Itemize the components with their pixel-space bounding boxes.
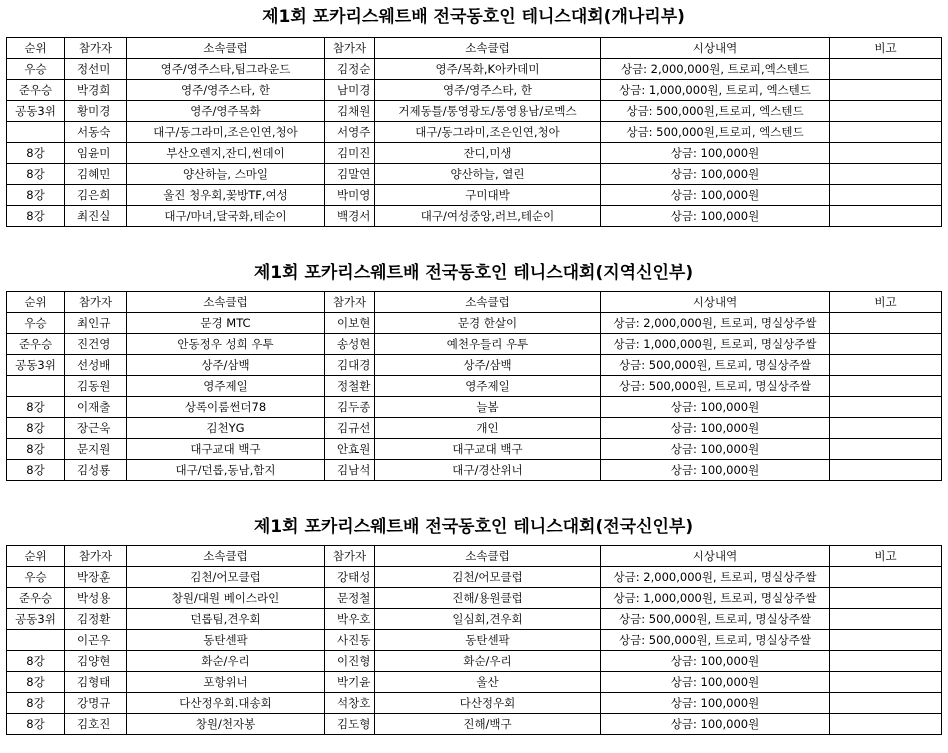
participant-cell: 강명규 — [65, 693, 127, 714]
participant-cell: 정선미 — [65, 59, 127, 80]
table-row — [7, 418, 942, 439]
rank-cell: 우승 — [7, 59, 65, 80]
participant-cell: 김정순 — [325, 59, 375, 80]
rank-cell: 8강 — [7, 651, 65, 672]
club-cell: 대구/여성중앙,러브,테순이 — [375, 206, 601, 227]
award-cell: 상금: 100,000원 — [601, 693, 830, 714]
participant-cell: 김정환 — [65, 609, 127, 630]
club-cell: 대구교대 백구 — [127, 439, 325, 460]
note-cell — [830, 693, 942, 714]
participant-cell: 김대경 — [325, 355, 375, 376]
table-row — [7, 164, 942, 185]
table-row — [7, 439, 942, 460]
participant-cell: 안효원 — [325, 439, 375, 460]
results-section-regional-rookie — [6, 256, 941, 498]
participant-cell: 박우호 — [325, 609, 375, 630]
club-cell: 영주/영주스타, 한 — [127, 80, 325, 101]
rank-cell: 8강 — [7, 439, 65, 460]
note-cell — [830, 460, 942, 481]
club-cell: 대구/동그라미,조은인연,청아 — [127, 122, 325, 143]
club-cell: 늘봄 — [375, 397, 601, 418]
table-row — [7, 122, 942, 143]
club-cell: 울진 청우회,꽃방TF,여성 — [127, 185, 325, 206]
note-cell — [830, 313, 942, 334]
column-header: 참가자 — [325, 546, 375, 567]
note-cell — [830, 376, 942, 397]
club-cell: 던롭팀,견우회 — [127, 609, 325, 630]
note-cell — [830, 334, 942, 355]
club-cell: 대구교대 백구 — [375, 439, 601, 460]
participant-cell: 정철환 — [325, 376, 375, 397]
rank-cell — [7, 376, 65, 397]
club-cell: 양산하늘, 스마일 — [127, 164, 325, 185]
award-cell: 상금: 1,000,000원, 트로피, 엑스텐드 — [601, 80, 830, 101]
column-header: 소속클럽 — [127, 38, 325, 59]
column-header: 참가자 — [325, 38, 375, 59]
section-title: 제1회 포카리스웨트배 전국동호인 테니스대회(개나리부) — [262, 7, 685, 27]
club-cell: 상록이룸썬더78 — [127, 397, 325, 418]
club-cell: 개인 — [375, 418, 601, 439]
award-cell: 상금: 2,000,000원, 트로피, 명실상주쌀 — [601, 313, 830, 334]
table-row — [7, 609, 942, 630]
award-cell: 상금: 500,000원,트로피, 엑스텐드 — [601, 122, 830, 143]
note-cell — [830, 164, 942, 185]
table-header-row — [7, 38, 942, 59]
award-cell: 상금: 500,000원, 트로피, 명실상주쌀 — [601, 376, 830, 397]
column-header: 순위 — [7, 292, 65, 313]
results-table — [6, 291, 942, 481]
participant-cell: 황미경 — [65, 101, 127, 122]
award-cell: 상금: 100,000원 — [601, 651, 830, 672]
club-cell: 상주/삼백 — [127, 355, 325, 376]
rank-cell: 공동3위 — [7, 609, 65, 630]
note-cell — [830, 418, 942, 439]
column-header: 순위 — [7, 38, 65, 59]
club-cell: 문경 한살이 — [375, 313, 601, 334]
column-header: 순위 — [7, 546, 65, 567]
club-cell: 다산정우회.대송회 — [127, 693, 325, 714]
table-row — [7, 334, 942, 355]
column-header: 시상내역 — [601, 38, 830, 59]
column-header: 비고 — [830, 546, 942, 567]
club-cell: 영주/영주스타, 한 — [375, 80, 601, 101]
column-header: 참가자 — [65, 546, 127, 567]
table-row — [7, 567, 942, 588]
table-header-row — [7, 292, 942, 313]
club-cell: 구미대박 — [375, 185, 601, 206]
participant-cell: 서영주 — [325, 122, 375, 143]
participant-cell: 김규선 — [325, 418, 375, 439]
club-cell: 울산 — [375, 672, 601, 693]
award-cell: 상금: 100,000원 — [601, 143, 830, 164]
club-cell: 김천/어모클럽 — [375, 567, 601, 588]
participant-cell: 김남석 — [325, 460, 375, 481]
note-cell — [830, 567, 942, 588]
club-cell: 상주/삼백 — [375, 355, 601, 376]
award-cell: 상금: 1,000,000원, 트로피, 명실상주쌀 — [601, 588, 830, 609]
column-header: 소속클럽 — [375, 292, 601, 313]
rank-cell: 8강 — [7, 397, 65, 418]
award-cell: 상금: 1,000,000원, 트로피, 명실상주쌀 — [601, 334, 830, 355]
participant-cell: 박장훈 — [65, 567, 127, 588]
participant-cell: 선성배 — [65, 355, 127, 376]
club-cell: 진해/용원클럽 — [375, 588, 601, 609]
results-section-national-rookie — [6, 511, 941, 753]
club-cell: 김천YG — [127, 418, 325, 439]
participant-cell: 이보현 — [325, 313, 375, 334]
participant-cell: 박미영 — [325, 185, 375, 206]
club-cell: 문경 MTC — [127, 313, 325, 334]
award-cell: 상금: 100,000원 — [601, 672, 830, 693]
club-cell: 예천우들리 우투 — [375, 334, 601, 355]
participant-cell: 장근욱 — [65, 418, 127, 439]
table-row — [7, 59, 942, 80]
rank-cell: 8강 — [7, 143, 65, 164]
award-cell: 상금: 500,000원, 트로피, 명실상주쌀 — [601, 355, 830, 376]
award-cell: 상금: 100,000원 — [601, 206, 830, 227]
participant-cell: 임윤미 — [65, 143, 127, 164]
award-cell: 상금: 2,000,000원, 트로피,엑스텐드 — [601, 59, 830, 80]
award-cell: 상금: 100,000원 — [601, 164, 830, 185]
award-cell: 상금: 2,000,000원, 트로피, 명실상주쌀 — [601, 567, 830, 588]
club-cell: 다산정우회 — [375, 693, 601, 714]
participant-cell: 박성용 — [65, 588, 127, 609]
club-cell: 거제동틀/통영광도/통영용남/로멕스 — [375, 101, 601, 122]
column-header: 소속클럽 — [375, 38, 601, 59]
results-table — [6, 545, 942, 735]
club-cell: 양산하늘, 열린 — [375, 164, 601, 185]
column-header: 소속클럽 — [375, 546, 601, 567]
participant-cell: 김성룡 — [65, 460, 127, 481]
note-cell — [830, 143, 942, 164]
rank-cell: 8강 — [7, 460, 65, 481]
club-cell: 김천/어모클럽 — [127, 567, 325, 588]
participant-cell: 이재출 — [65, 397, 127, 418]
rank-cell: 준우승 — [7, 588, 65, 609]
participant-cell: 김말연 — [325, 164, 375, 185]
rank-cell: 공동3위 — [7, 355, 65, 376]
note-cell — [830, 206, 942, 227]
club-cell: 일심회,견우회 — [375, 609, 601, 630]
club-cell: 포항위너 — [127, 672, 325, 693]
note-cell — [830, 714, 942, 735]
table-row — [7, 651, 942, 672]
note-cell — [830, 80, 942, 101]
participant-cell: 송성현 — [325, 334, 375, 355]
participant-cell: 김은희 — [65, 185, 127, 206]
rank-cell — [7, 630, 65, 651]
award-cell: 상금: 100,000원 — [601, 439, 830, 460]
participant-cell: 서동숙 — [65, 122, 127, 143]
column-header: 시상내역 — [601, 292, 830, 313]
note-cell — [830, 101, 942, 122]
note-cell — [830, 439, 942, 460]
rank-cell: 공동3위 — [7, 101, 65, 122]
note-cell — [830, 59, 942, 80]
note-cell — [830, 651, 942, 672]
table-row — [7, 206, 942, 227]
table-row — [7, 693, 942, 714]
rank-cell: 우승 — [7, 313, 65, 334]
rank-cell: 8강 — [7, 185, 65, 206]
table-row — [7, 588, 942, 609]
participant-cell: 김혜민 — [65, 164, 127, 185]
club-cell: 영주제일 — [127, 376, 325, 397]
rank-cell: 8강 — [7, 206, 65, 227]
participant-cell: 김미진 — [325, 143, 375, 164]
column-header: 소속클럽 — [127, 292, 325, 313]
participant-cell: 사진동 — [325, 630, 375, 651]
rank-cell: 8강 — [7, 672, 65, 693]
participant-cell: 김양현 — [65, 651, 127, 672]
club-cell: 동탄센팍 — [375, 630, 601, 651]
award-cell: 상금: 500,000원, 트로피, 명실상주쌀 — [601, 630, 830, 651]
table-row — [7, 714, 942, 735]
column-header: 비고 — [830, 292, 942, 313]
column-header: 참가자 — [65, 38, 127, 59]
participant-cell: 이진형 — [325, 651, 375, 672]
rank-cell: 준우승 — [7, 334, 65, 355]
table-row — [7, 376, 942, 397]
table-row — [7, 143, 942, 164]
note-cell — [830, 588, 942, 609]
column-header: 시상내역 — [601, 546, 830, 567]
participant-cell: 석창호 — [325, 693, 375, 714]
participant-cell: 진건영 — [65, 334, 127, 355]
award-cell: 상금: 100,000원 — [601, 397, 830, 418]
rank-cell: 8강 — [7, 164, 65, 185]
participant-cell: 김형태 — [65, 672, 127, 693]
award-cell: 상금: 500,000원, 트로피, 명실상주쌀 — [601, 609, 830, 630]
section-title: 제1회 포카리스웨트배 전국동호인 테니스대회(지역신인부) — [253, 263, 694, 283]
table-row — [7, 185, 942, 206]
table-row — [7, 397, 942, 418]
club-cell: 영주제일 — [375, 376, 601, 397]
column-header: 비고 — [830, 38, 942, 59]
participant-cell: 문지원 — [65, 439, 127, 460]
participant-cell: 김도형 — [325, 714, 375, 735]
award-cell: 상금: 100,000원 — [601, 185, 830, 206]
participant-cell: 김채원 — [325, 101, 375, 122]
participant-cell: 남미경 — [325, 80, 375, 101]
participant-cell: 문정철 — [325, 588, 375, 609]
results-table — [6, 37, 942, 227]
club-cell: 부산오렌지,잔디,썬데이 — [127, 143, 325, 164]
participant-cell: 김두종 — [325, 397, 375, 418]
club-cell: 안동정우 성희 우투 — [127, 334, 325, 355]
rank-cell: 8강 — [7, 418, 65, 439]
note-cell — [830, 630, 942, 651]
rank-cell: 8강 — [7, 714, 65, 735]
note-cell — [830, 397, 942, 418]
note-cell — [830, 609, 942, 630]
rank-cell: 8강 — [7, 693, 65, 714]
table-row — [7, 630, 942, 651]
results-section-gaenari — [6, 0, 941, 242]
club-cell: 대구/동그라미,조은인연,청아 — [375, 122, 601, 143]
table-row — [7, 80, 942, 101]
table-row — [7, 355, 942, 376]
note-cell — [830, 122, 942, 143]
club-cell: 진해/백구 — [375, 714, 601, 735]
award-cell: 상금: 500,000원,트로피, 엑스텐드 — [601, 101, 830, 122]
rank-cell: 우승 — [7, 567, 65, 588]
club-cell: 영주/영주목화 — [127, 101, 325, 122]
club-cell: 대구/던롭,동남,함지 — [127, 460, 325, 481]
club-cell: 대구/경산위너 — [375, 460, 601, 481]
participant-cell: 최인규 — [65, 313, 127, 334]
club-cell: 창원/대원 베이스라인 — [127, 588, 325, 609]
club-cell: 동탄센팍 — [127, 630, 325, 651]
award-cell: 상금: 100,000원 — [601, 418, 830, 439]
column-header: 참가자 — [325, 292, 375, 313]
club-cell: 대구/마녀,달국화,테순이 — [127, 206, 325, 227]
column-header: 소속클럽 — [127, 546, 325, 567]
participant-cell: 박경희 — [65, 80, 127, 101]
note-cell — [830, 185, 942, 206]
participant-cell: 김동원 — [65, 376, 127, 397]
club-cell: 영주/영주스타,팀그라운드 — [127, 59, 325, 80]
club-cell: 화순/우리 — [127, 651, 325, 672]
award-cell: 상금: 100,000원 — [601, 714, 830, 735]
table-row — [7, 313, 942, 334]
participant-cell: 강태성 — [325, 567, 375, 588]
participant-cell: 백경서 — [325, 206, 375, 227]
rank-cell: 준우승 — [7, 80, 65, 101]
table-header-row — [7, 546, 942, 567]
table-row — [7, 101, 942, 122]
participant-cell: 최진실 — [65, 206, 127, 227]
participant-cell: 김호진 — [65, 714, 127, 735]
column-header: 참가자 — [65, 292, 127, 313]
club-cell: 화순/우리 — [375, 651, 601, 672]
club-cell: 잔디,미생 — [375, 143, 601, 164]
club-cell: 창원/천자봉 — [127, 714, 325, 735]
participant-cell: 이곤우 — [65, 630, 127, 651]
award-cell: 상금: 100,000원 — [601, 460, 830, 481]
table-row — [7, 672, 942, 693]
rank-cell — [7, 122, 65, 143]
table-row — [7, 460, 942, 481]
club-cell: 영주/목화,K아카데미 — [375, 59, 601, 80]
note-cell — [830, 355, 942, 376]
section-title: 제1회 포카리스웨트배 전국동호인 테니스대회(전국신인부) — [253, 517, 694, 537]
participant-cell: 박기윤 — [325, 672, 375, 693]
note-cell — [830, 672, 942, 693]
